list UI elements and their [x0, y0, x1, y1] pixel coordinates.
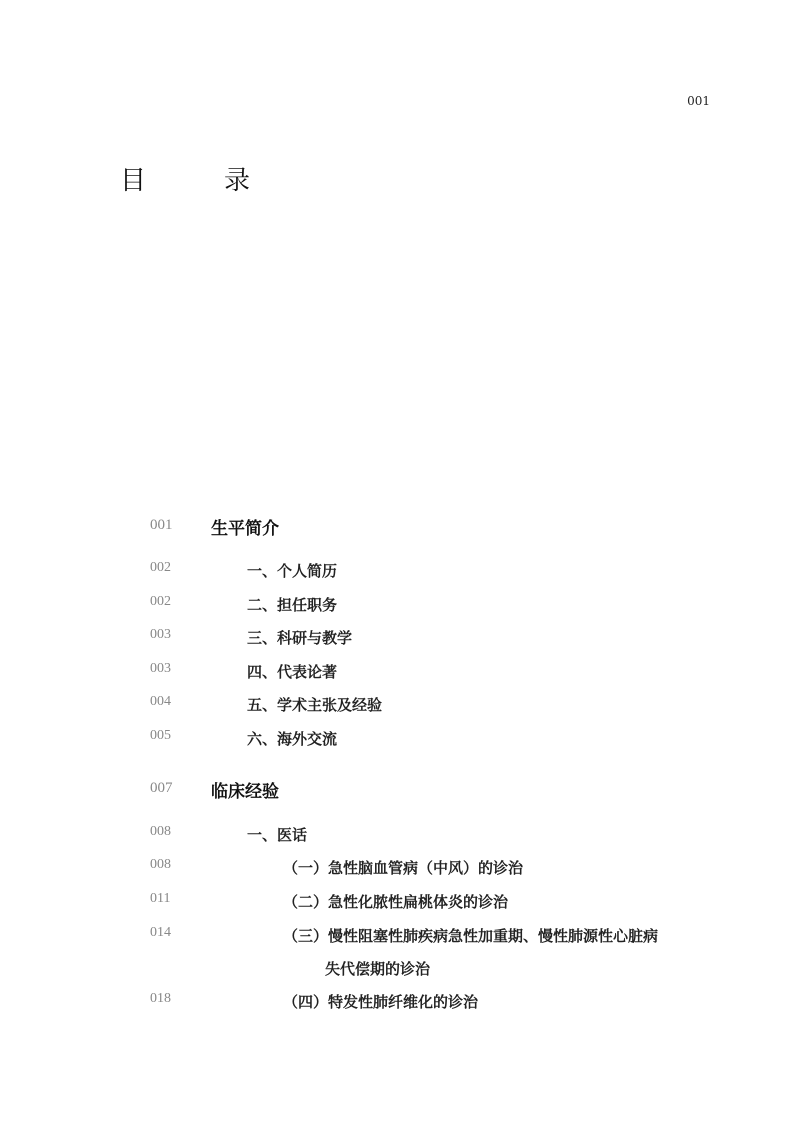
- toc-page-number: 008: [150, 857, 171, 872]
- toc-page-number: 002: [150, 594, 171, 609]
- toc-entry-label: （二）急性化脓性扁桃体炎的诊治: [283, 893, 509, 911]
- toc-section-label: 临床经验: [211, 782, 279, 802]
- toc-page-number: 018: [150, 991, 171, 1006]
- toc-entry-label: 五、学术主张及经验: [247, 696, 383, 714]
- toc-section-label: 生平简介: [211, 519, 279, 539]
- toc-page-number: 002: [150, 560, 171, 575]
- toc-page-number: 004: [150, 694, 171, 709]
- toc-entry-label: （四）特发性肺纤维化的诊治: [283, 993, 479, 1011]
- toc-entry-label: 三、科研与教学: [247, 629, 353, 647]
- toc-entry-label: 二、担任职务: [247, 596, 338, 614]
- toc-entry-label: 失代偿期的诊治: [325, 960, 431, 978]
- toc-page-number: 008: [150, 824, 171, 839]
- toc-entry-label: 一、医话: [247, 826, 308, 844]
- toc-page-number: 007: [150, 780, 173, 796]
- toc-page-number: 011: [150, 891, 171, 906]
- toc-page-number: 003: [150, 627, 171, 642]
- toc-entry-label: （一）急性脑血管病（中风）的诊治: [283, 859, 524, 877]
- toc-title: 目 录: [120, 166, 277, 196]
- toc-entry-label: 一、个人简历: [247, 562, 338, 580]
- toc-page-number: 014: [150, 925, 171, 940]
- page-number: 001: [687, 94, 710, 108]
- toc-page-number: 003: [150, 661, 171, 676]
- toc-entry-label: 四、代表论著: [247, 663, 338, 681]
- toc-entry-label: （三）慢性阻塞性肺疾病急性加重期、慢性肺源性心脏病: [283, 927, 659, 945]
- toc-page-number: 005: [150, 728, 171, 743]
- toc-entry-label: 六、海外交流: [247, 730, 338, 748]
- toc-page-number: 001: [150, 517, 173, 533]
